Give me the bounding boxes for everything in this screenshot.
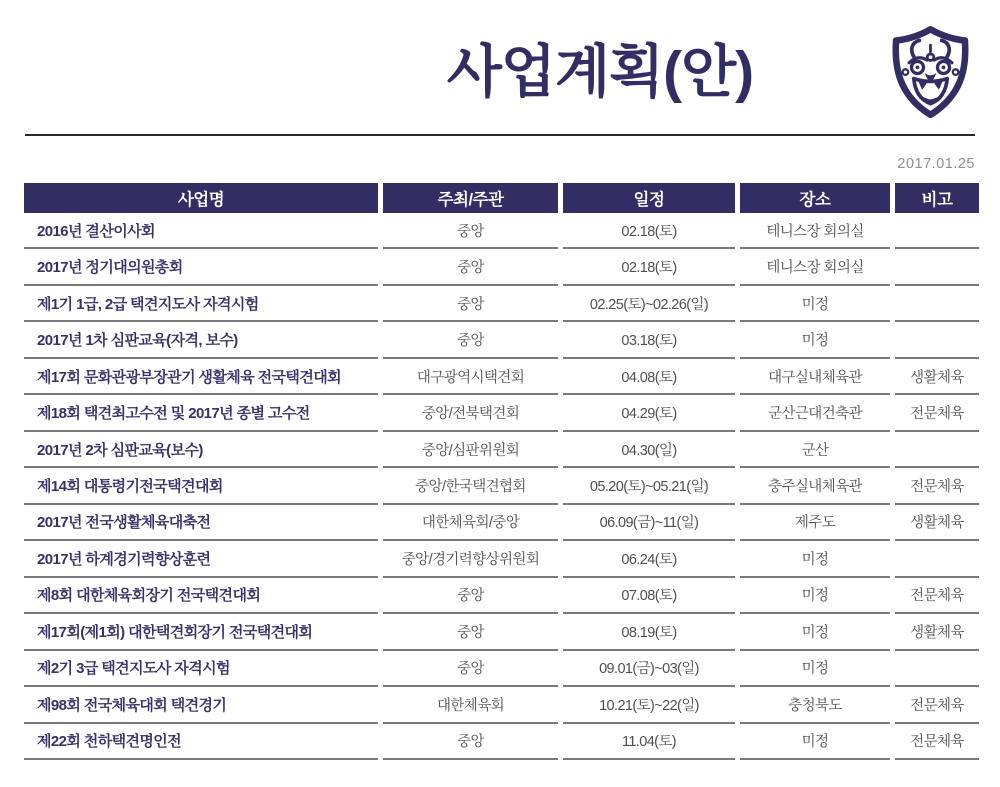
cell-schedule: 10.21(토)~22(일) — [563, 687, 735, 723]
cell-schedule: 03.18(토) — [563, 322, 735, 358]
cell-schedule: 08.19(토) — [563, 614, 735, 650]
table-body — [24, 213, 979, 760]
cell-name: 2017년 정기대의원총회 — [24, 249, 378, 285]
cell-schedule: 06.24(토) — [563, 541, 735, 577]
cell-location: 테니스장 회의실 — [740, 213, 890, 249]
cell-location: 미정 — [740, 541, 890, 577]
cell-name: 제2기 3급 택견지도사 자격시험 — [24, 651, 378, 687]
cell-name: 제17회(제1회) 대한택견회장기 전국택견대회 — [24, 614, 378, 650]
cell-host: 중앙 — [383, 249, 558, 285]
table-row — [24, 395, 979, 431]
cell-location: 대구실내체육관 — [740, 359, 890, 395]
cell-schedule: 06.09(금)~11(일) — [563, 505, 735, 541]
cell-name: 2016년 결산이사회 — [24, 213, 378, 249]
cell-host: 대한체육회 — [383, 687, 558, 723]
table-row — [24, 505, 979, 541]
table-row — [24, 359, 979, 395]
cell-note: 생활체육 — [895, 614, 979, 650]
cell-location: 제주도 — [740, 505, 890, 541]
cell-schedule: 05.20(토)~05.21(일) — [563, 468, 735, 504]
cell-name: 제17회 문화관광부장관기 생활체육 전국택견대회 — [24, 359, 378, 395]
table-row — [24, 432, 979, 468]
cell-location: 미정 — [740, 614, 890, 650]
table-row — [24, 578, 979, 614]
table-row — [24, 614, 979, 650]
cell-schedule: 11.04(토) — [563, 724, 735, 760]
header-cell-name: 사업명 — [24, 183, 378, 213]
page-title: 사업계획(안) — [446, 40, 754, 104]
cell-location: 미정 — [740, 651, 890, 687]
cell-location: 충청북도 — [740, 687, 890, 723]
cell-location: 군산근대건축관 — [740, 395, 890, 431]
cell-note: 전문체육 — [895, 578, 979, 614]
cell-schedule: 04.29(토) — [563, 395, 735, 431]
cell-name: 2017년 전국생활체육대축전 — [24, 505, 378, 541]
table-row — [24, 286, 979, 322]
cell-note — [895, 249, 979, 285]
table-row — [24, 541, 979, 577]
cell-name: 2017년 하계경기력향상훈련 — [24, 541, 378, 577]
cell-note: 전문체육 — [895, 687, 979, 723]
document-date: 2017.01.25 — [897, 156, 975, 172]
cell-host: 중앙 — [383, 286, 558, 322]
cell-note — [895, 322, 979, 358]
cell-note: 전문체육 — [895, 395, 979, 431]
cell-note: 전문체육 — [895, 468, 979, 504]
cell-location: 미정 — [740, 286, 890, 322]
cell-schedule: 02.25(토)~02.26(일) — [563, 286, 735, 322]
cell-host: 중앙 — [383, 213, 558, 249]
cell-host: 중앙/경기력향상위원회 — [383, 541, 558, 577]
header-cell-location: 장소 — [740, 183, 890, 213]
table-row — [24, 651, 979, 687]
cell-host: 중앙 — [383, 578, 558, 614]
cell-schedule: 02.18(토) — [563, 249, 735, 285]
header-cell-schedule: 일정 — [563, 183, 735, 213]
table-row — [24, 249, 979, 285]
cell-note — [895, 286, 979, 322]
cell-location: 테니스장 회의실 — [740, 249, 890, 285]
cell-note: 생활체육 — [895, 505, 979, 541]
cell-name: 2017년 2차 심판교육(보수) — [24, 432, 378, 468]
cell-host: 중앙 — [383, 614, 558, 650]
cell-location: 미정 — [740, 578, 890, 614]
cell-name: 제8회 대한체육회장기 전국택견대회 — [24, 578, 378, 614]
table-row — [24, 724, 979, 760]
shield-mask-emblem-icon — [884, 24, 977, 122]
table-row — [24, 213, 979, 249]
cell-host: 대구광역시택견회 — [383, 359, 558, 395]
cell-note: 생활체육 — [895, 359, 979, 395]
cell-name: 제98회 전국체육대회 택견경기 — [24, 687, 378, 723]
cell-host: 중앙 — [383, 724, 558, 760]
cell-note — [895, 432, 979, 468]
cell-schedule: 02.18(토) — [563, 213, 735, 249]
cell-host: 중앙 — [383, 651, 558, 687]
cell-schedule: 04.30(일) — [563, 432, 735, 468]
cell-host: 중앙/한국택견협회 — [383, 468, 558, 504]
schedule-table — [24, 183, 979, 760]
cell-host: 중앙/심판위원회 — [383, 432, 558, 468]
cell-location: 충주실내체육관 — [740, 468, 890, 504]
cell-host: 중앙 — [383, 322, 558, 358]
cell-schedule: 04.08(토) — [563, 359, 735, 395]
cell-name: 2017년 1차 심판교육(자격, 보수) — [24, 322, 378, 358]
cell-name: 제22회 천하택견명인전 — [24, 724, 378, 760]
cell-name: 제14회 대통령기전국택견대회 — [24, 468, 378, 504]
header-cell-note: 비고 — [895, 183, 979, 213]
cell-name: 제1기 1급, 2급 택견지도사 자격시험 — [24, 286, 378, 322]
table-row — [24, 687, 979, 723]
cell-note — [895, 541, 979, 577]
header-cell-host: 주최/주관 — [383, 183, 558, 213]
cell-schedule: 09.01(금)~03(일) — [563, 651, 735, 687]
cell-note — [895, 213, 979, 249]
cell-host: 대한체육회/중앙 — [383, 505, 558, 541]
cell-host: 중앙/전북택견회 — [383, 395, 558, 431]
table-row — [24, 322, 979, 358]
cell-location: 미정 — [740, 724, 890, 760]
cell-location: 군산 — [740, 432, 890, 468]
cell-name: 제18회 택견최고수전 및 2017년 종별 고수전 — [24, 395, 378, 431]
cell-note — [895, 651, 979, 687]
table-row — [24, 468, 979, 504]
table-header-row — [24, 183, 979, 213]
cell-location: 미정 — [740, 322, 890, 358]
title-divider — [25, 134, 975, 136]
cell-schedule: 07.08(토) — [563, 578, 735, 614]
cell-note: 전문체육 — [895, 724, 979, 760]
